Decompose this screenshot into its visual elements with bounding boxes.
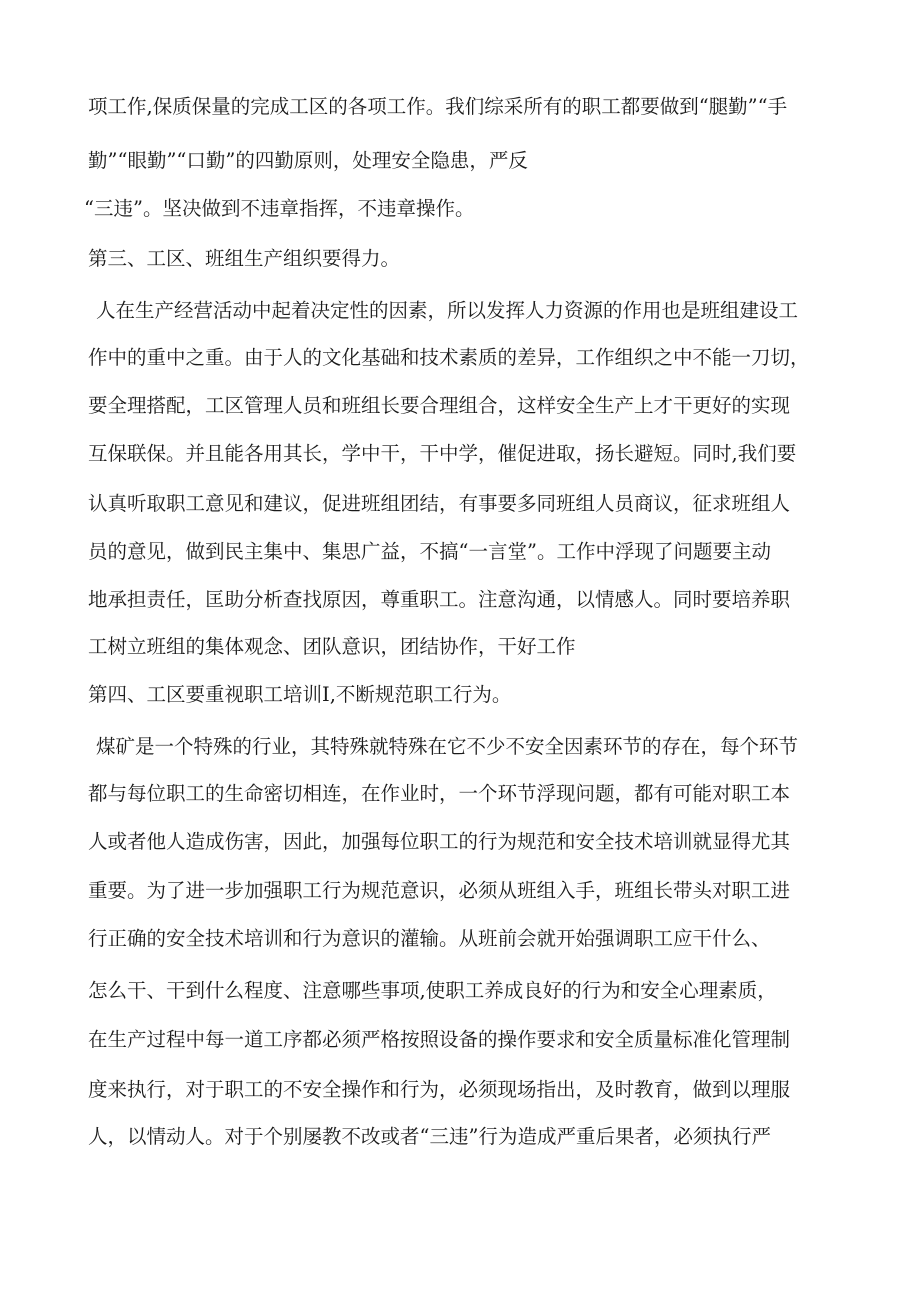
- text-line: 作中的重中之重。由于人的文化基础和技术素质的差异，工作组织之中不能一刀切，: [88, 346, 810, 369]
- text-line: 重要。为了进一步加强职工行为规范意识，必须从班组入手，班组长带头对职工进: [88, 879, 791, 902]
- text-line: 员的意见，做到民主集中、集思广益，不搞“一言堂”。工作中浮现了问题要主动: [88, 540, 771, 563]
- text-line: 认真听取职工意见和建议，促进班组团结，有事要多同班组人员商议，征求班组人: [88, 492, 791, 515]
- section-heading: 第三、工区、班组生产组织要得力。: [88, 247, 401, 270]
- text-line: 人，以情动人。对于个别屡教不改或者“三违”行为造成严重后果者，必须执行严: [88, 1125, 771, 1148]
- text-line: 都与每位职工的生命密切相连，在作业时，一个环节浮现问题，都有可能对职工本: [88, 782, 791, 805]
- text-line: 怎么干、干到什么程度、注意哪些事项,使职工养成良好的行为和安全心理素质，: [88, 979, 777, 1002]
- text-line: 勤”“眼勤”“口勤”的四勤原则，处理安全隐患，严反: [88, 149, 528, 172]
- section-heading: 第四、工区要重视职工培训I,不断规范职工行为。: [88, 683, 512, 706]
- text-line: 项工作,保质保量的完成工区的各项工作。我们综采所有的职工都要做到“腿勤”“手: [88, 95, 788, 118]
- text-line: 要全理搭配，工区管理人员和班组长要合理组合，这样安全生产上才干更好的实现: [88, 394, 791, 417]
- text-line: 工树立班组的集体观念、团队意识，团结协作，干好工作: [88, 635, 576, 658]
- text-line: 地承担责任，匡助分析查找原因，尊重职工。注意沟通，以情感人。同时要培养职: [88, 588, 791, 611]
- text-line: 行正确的安全技术培训和行为意识的灌输。从班前会就开始强调职工应干什么、: [88, 927, 771, 950]
- text-line: “三违”。坚决做到不违章指挥，不违章操作。: [84, 197, 475, 220]
- text-line: 在生产过程中每一道工序都必须严格按照设备的操作要求和安全质量标准化管理制: [88, 1028, 791, 1051]
- text-line: 度来执行，对于职工的不安全操作和行为，必须现场指出，及时教育，做到以理服: [88, 1078, 791, 1101]
- text-line: 人在生产经营活动中起着决定性的因素，所以发挥人力资源的作用也是班组建设工: [96, 299, 799, 322]
- text-line: 煤矿是一个特殊的行业，其特殊就特殊在它不少不安全因素环节的存在，每个环节: [96, 735, 799, 758]
- text-line: 互保联保。并且能各用其长，学中干，干中学，催促进取，扬长避短。同时,我们要: [88, 442, 797, 465]
- text-line: 人或者他人造成伤害，因此，加强每位职工的行为规范和安全技术培训就显得尤其: [88, 830, 791, 853]
